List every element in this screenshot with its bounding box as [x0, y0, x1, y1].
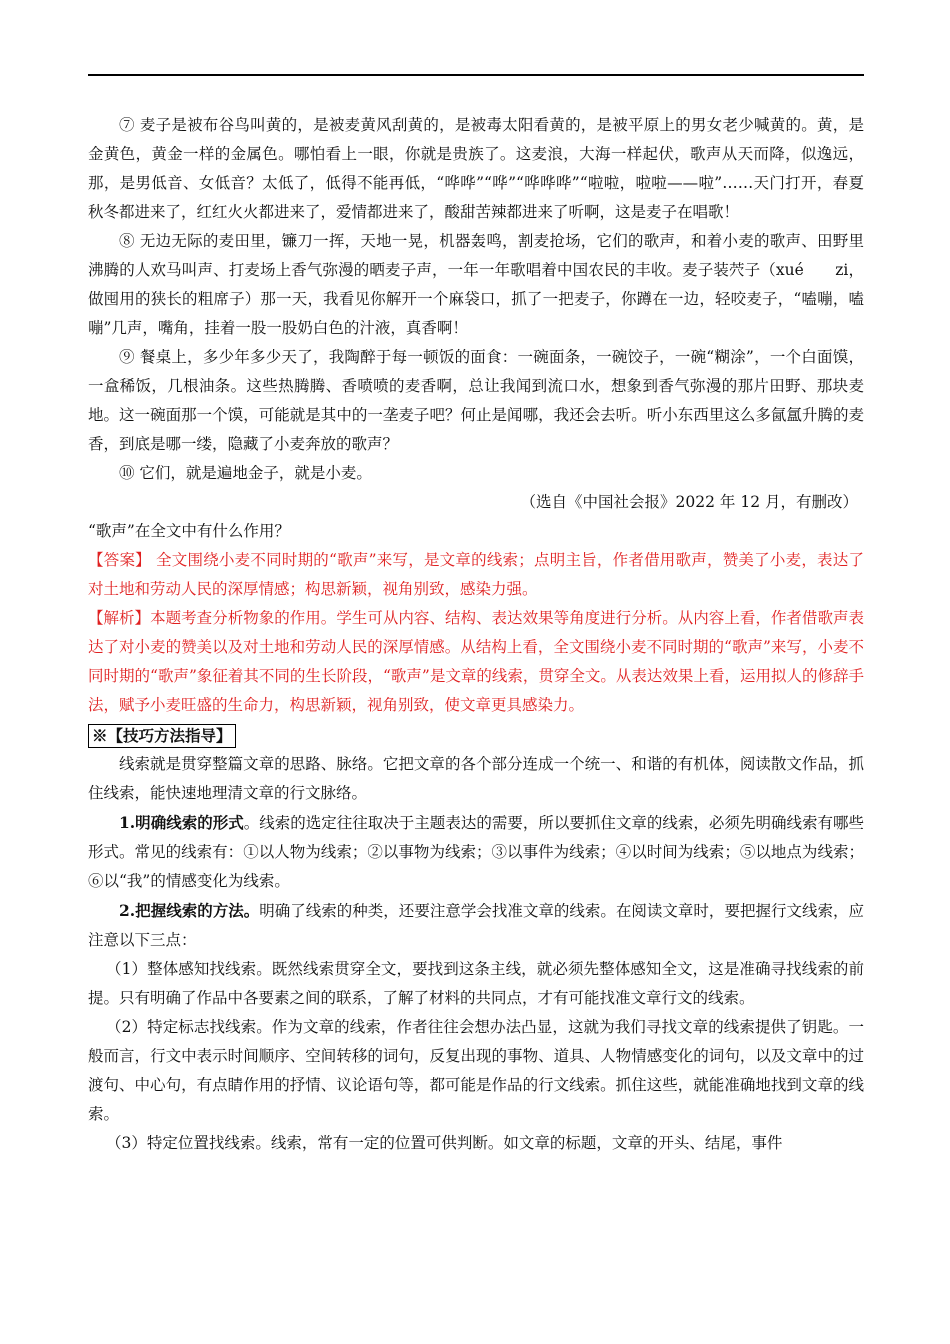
- guide-item-2: （2）特定标志找线索。作为文章的线索，作者往往会想办法凸显，这就为我们寻找文章的线索提供了钥匙。一般而言，行文中表示时间顺序、空间转移的词句，反复出现的事物、道具、人物情感变化的词句，以及文章中的过渡句、中心句，有点睛作用的抒情、议论语句等，都可能是作品的行文线索。抓住这些，就能准确地找到文章的线索。: [88, 1018, 864, 1123]
- section-2-text: 明确了线索的种类，还要注意学会找准文章的线索。在阅读文章时，要把握行文线索，应注意以下三点：: [88, 902, 864, 949]
- answer-label: 【答案】: [88, 551, 151, 569]
- paragraph-9: ⑨ 餐桌上，多少年多少天了，我陶醉于每一顿饭的面食：一碗面条，一碗饺子，一碗“糊涂”，一个白面馍，一盒稀饭，几根油条。这些热腾腾、香喷喷的麦香啊，总让我闻到流口水，想象到香气弥漫的那片田野、那块麦地。这一碗面那一个馍，可能就是其中的一垄麦子吧？何止是闻哪，我还会去听。听小东西里这么多氤氲升腾的麦香，到底是哪一缕，隐藏了小麦奔放的歌声？: [88, 348, 864, 453]
- header-rule: [88, 74, 864, 76]
- guide-item-1: （1）整体感知找线索。既然线索贯穿全文，要找到这条主线，就必须先整体感知全文，这是准确寻找线索的前提。只有明确了作品中各要素之间的联系，了解了材料的共同点，才有可能找准文章行文的线索。: [88, 960, 864, 1007]
- section-1-text: 。线索的选定往往取决于主题表达的需要，所以要抓住文章的线索，必须先明确线索有哪些形式。常见的线索有：①以人物为线索；②以事物为线索；③以事件为线索；④以时间为线索；⑤以地点为线索；⑥以“我”的情感变化为线索。: [88, 814, 864, 890]
- analysis-label: 【解析】: [88, 609, 151, 627]
- analysis-text: 本题考查分析物象的作用。学生可从内容、结构、表达效果等角度进行分析。从内容上看，作者借歌声表达了对小麦的赞美以及对土地和劳动人民的深厚情感。从结构上看，全文围绕小麦不同时期的“歌声”来写，小麦不同时期的“歌声”象征着其不同的生长阶段，“歌声”是文章的线索，贯穿全文。从表达效果上看，运用拟人的修辞手法，赋予小麦旺盛的生命力，构思新颖，视角别致，使文章更具感染力。: [88, 609, 864, 714]
- source-citation: （选自《中国社会报》2022 年 12 月，有删改）: [520, 493, 858, 511]
- analysis-block: [88, 604, 864, 720]
- guide-section-2: [88, 896, 864, 955]
- answer-text: 全文围绕小麦不同时期的“歌声”来写，是文章的线索；点明主旨，作者借用歌声，赞美了小麦，表达了对土地和劳动人民的深厚情感；构思新颖，视角别致，感染力强。: [88, 551, 864, 598]
- guide-item-3: （3）特定位置找线索。线索，常有一定的位置可供判断。如文章的标题，文章的开头、结尾，事件: [106, 1134, 783, 1152]
- document-body: [88, 111, 864, 1158]
- guide-intro: 线索就是贯穿整篇文章的思路、脉络。它把文章的各个部分连成一个统一、和谐的有机体，阅读散文作品，抓住线索，能快速地理清文章的行文脉络。: [88, 755, 864, 802]
- guide-heading: ※【技巧方法指导】: [88, 724, 236, 748]
- section-2-title: 2.把握线索的方法。: [119, 901, 260, 920]
- guide-section-1: [88, 808, 864, 896]
- paragraph-7: ⑦ 麦子是被布谷鸟叫黄的，是被麦黄风刮黄的，是被毒太阳看黄的，是被平原上的男女老少喊黄的。黄，是金黄色，黄金一样的金属色。哪怕看上一眼，你就是贵族了。这麦浪，大海一样起伏，歌声从天而降，似逸远，那，是男低音、女低音？太低了，低得不能再低，“哗哗”“哗”“哗哗哗”“啦啦，啦啦——啦”……天门打开，春夏秋冬都进来了，红红火火都进来了，爱情都进来了，酸甜苦辣都进来了听啊，这是麦子在唱歌！: [88, 116, 864, 221]
- answer-block: [88, 546, 864, 604]
- paragraph-8: ⑧ 无边无际的麦田里，镰刀一挥，天地一晃，机器轰鸣，割麦抢场，它们的歌声，和着小麦的歌声、田野里沸腾的人欢马叫声、打麦场上香气弥漫的晒麦子声，一年一年歌唱着中国农民的丰收。麦子装茓子（xué zi，做囤用的狭长的粗席子）那一天，我看见你解开一个麻袋口，抓了一把麦子，你蹲在一边，轻咬麦子，“嗑嘣，嗑嘣”几声，嘴角，挂着一股一股奶白色的汁液，真香啊！: [88, 232, 864, 337]
- section-1-title: 1.明确线索的形式: [119, 813, 244, 832]
- question-text: “歌声”在全文中有什么作用？: [88, 522, 290, 540]
- paragraph-10: ⑩ 它们，就是遍地金子，就是小麦。: [119, 464, 372, 482]
